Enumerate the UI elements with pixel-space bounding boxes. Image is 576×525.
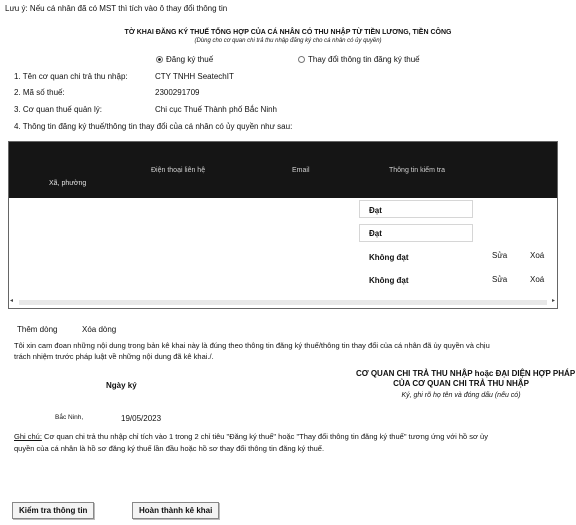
footnote-line-2: quyền của cá nhân là hồ sơ đăng ký thuế lần đầu hoặc hồ sơ thay đổi thông tin đăng ký thuế.	[14, 444, 325, 453]
form-title: TỜ KHAI ĐĂNG KÝ THUẾ TỔNG HỢP CỦA CÁ NHÂN CÓ THU NHẬP TỪ TIỀN LƯƠNG, TIỀN CÔNG	[124, 29, 452, 36]
field-registration-info-label: 4. Thông tin đăng ký thuế/thông tin thay đổi của cá nhân có ủy quyền như sau:	[14, 122, 293, 131]
field-tax-office-label: 3. Cơ quan thuế quản lý:	[14, 105, 102, 114]
declaration-line-1: Tôi xin cam đoan những nội dung trong bản kê khai này là đúng theo thông tin đăng ký thuế/thông tin thay đổi của cá nhân đã ủy quyền và chịu	[14, 341, 490, 350]
delete-row-button[interactable]: Xoá	[530, 251, 545, 260]
field-payer-name-value: CTY TNHH SeatechIT	[155, 72, 234, 81]
row-status: Không đạt	[369, 276, 409, 285]
finish-declaration-button[interactable]: Hoàn thành kê khai	[132, 502, 219, 519]
form-subtitle: (Dùng cho cơ quan chi trả thu nhập đăng ký cho cá nhân có ủy quyền)	[194, 38, 382, 44]
header-phone: Điện thoại liên hệ	[151, 167, 206, 174]
row-status: Đạt	[369, 229, 382, 238]
edit-row-button[interactable]: Sửa	[492, 275, 508, 284]
field-payer-name-label: 1. Tên cơ quan chi trả thu nhập:	[14, 72, 128, 81]
declaration-line-2: trách nhiệm trước pháp luật về những nội dung đã kê khai./.	[14, 352, 214, 361]
row-status: Đạt	[369, 206, 382, 215]
grid-horizontal-scrollbar[interactable]	[19, 300, 547, 305]
registration-grid[interactable]	[8, 141, 558, 309]
sign-place: Bắc Ninh,	[55, 414, 84, 421]
check-info-button[interactable]: Kiểm tra thông tin	[12, 502, 94, 519]
header-email: Email	[292, 167, 310, 174]
row-status: Không đạt	[369, 253, 409, 262]
field-tax-office-value: Chi cục Thuế Thành phố Bắc Ninh	[155, 105, 278, 114]
add-row-link[interactable]: Thêm dòng	[17, 325, 58, 334]
header-ward: Xã, phường	[49, 180, 87, 187]
agency-line-2: CỦA CƠ QUAN CHI TRẢ THU NHẬP	[393, 379, 529, 388]
agency-sign-note: Ký, ghi rõ họ tên và đóng dấu (nếu có)	[401, 392, 521, 399]
delete-row-link[interactable]: Xóa dòng	[82, 325, 117, 334]
grid-header	[9, 142, 557, 198]
radio-change-label: Thay đổi thông tin đăng ký thuế	[308, 55, 420, 64]
radio-change-info[interactable]	[298, 55, 420, 64]
footnote-line-1	[14, 432, 488, 441]
field-tax-code-label: 2. Mã số thuế:	[14, 88, 65, 97]
delete-row-button[interactable]: Xoá	[530, 275, 545, 284]
sign-date-label: Ngày ký	[106, 381, 137, 390]
radio-register[interactable]	[156, 55, 213, 64]
note-text: Lưu ý: Nếu cá nhân đã có MST thì tích vào ô thay đổi thông tin	[5, 4, 228, 13]
edit-row-button[interactable]: Sửa	[492, 251, 508, 260]
footnote-label: Ghi chú:	[14, 432, 42, 441]
scroll-right-icon[interactable]: ▸	[551, 298, 555, 304]
footnote-text-1: Cơ quan chi trả thu nhập chỉ tích vào 1 trong 2 chỉ tiêu "Đăng ký thuế" hoặc "Thay đổi thông tin đăng ký thuế" tương ứng với hồ sơ ủy	[41, 432, 488, 441]
agency-line-1: CƠ QUAN CHI TRẢ THU NHẬP hoặc ĐẠI DIỆN HỢP PHÁP	[356, 369, 576, 378]
radio-change-icon	[298, 56, 305, 63]
radio-register-icon	[156, 56, 163, 63]
radio-register-label: Đăng ký thuế	[166, 55, 214, 64]
field-tax-code-value: 2300291709	[155, 88, 200, 97]
sign-date-value: 19/05/2023	[121, 414, 162, 423]
header-check-info: Thông tin kiểm tra	[389, 167, 446, 174]
scroll-left-icon[interactable]: ◂	[10, 298, 14, 304]
